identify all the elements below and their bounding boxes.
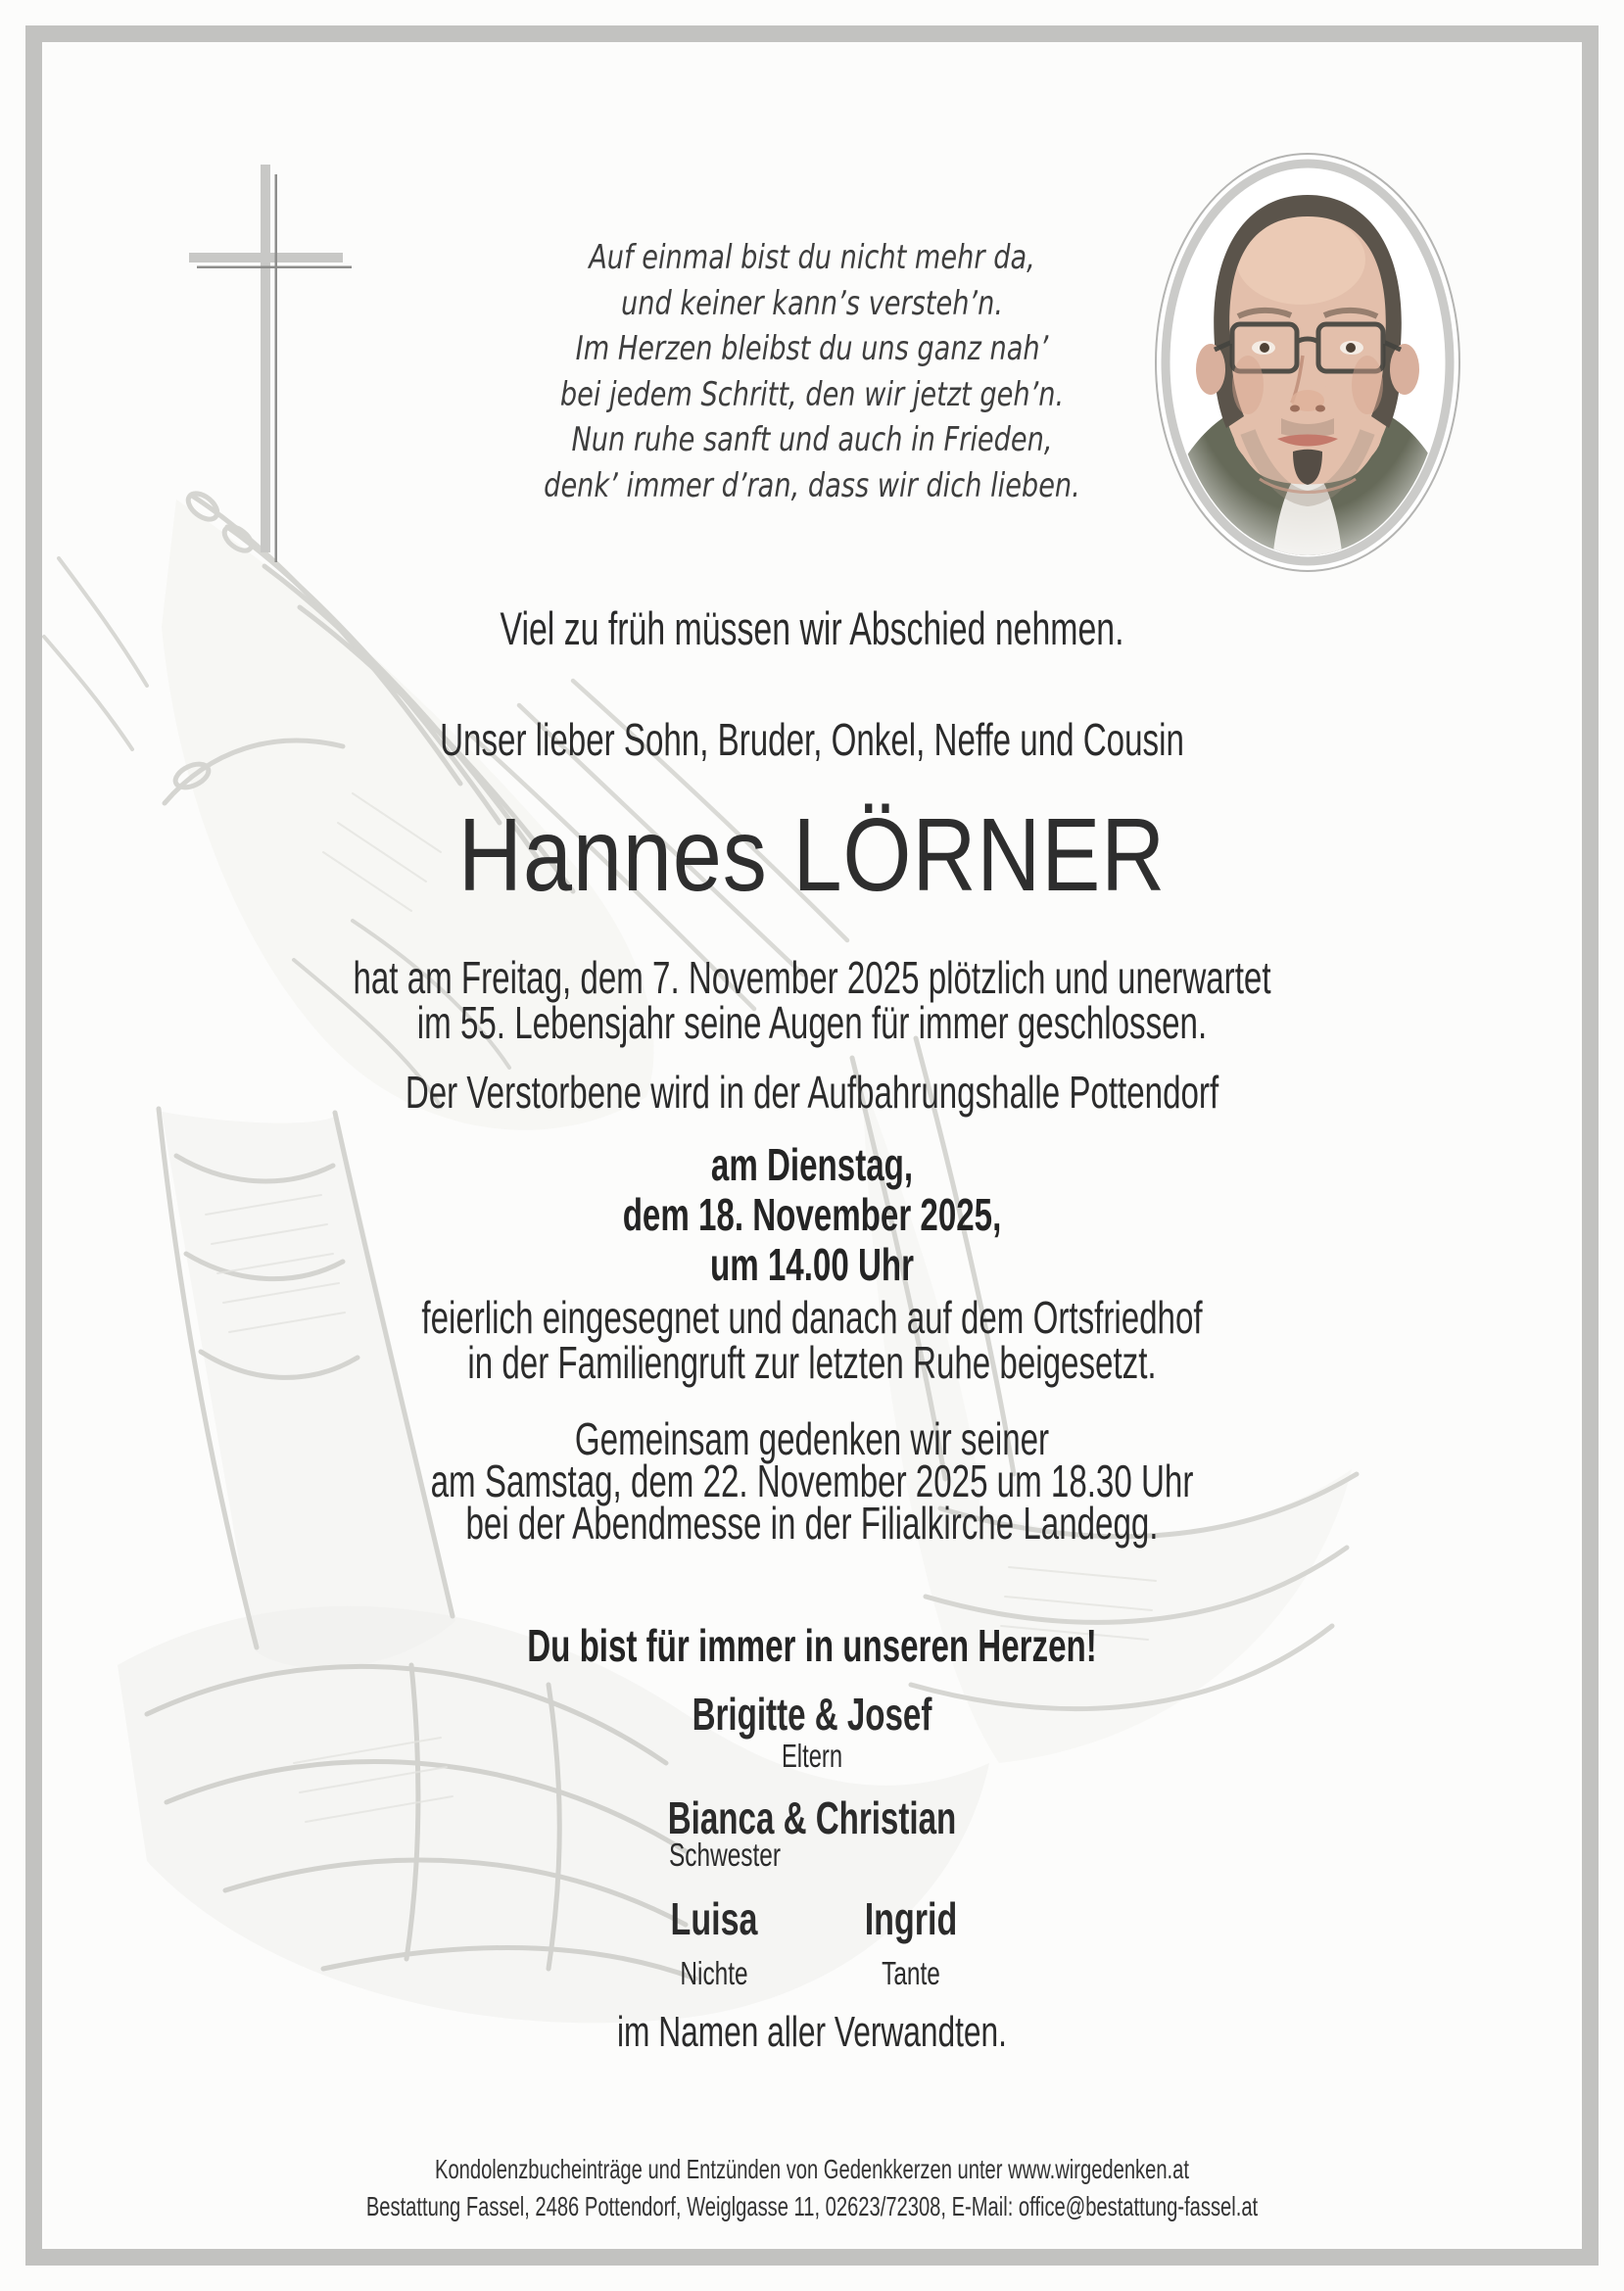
poem-line: denk’ immer d’ran, dass wir dich lieben. bbox=[544, 465, 1080, 505]
poem-line: Im Herzen bleibst du uns ganz nah’ bbox=[575, 329, 1049, 368]
memorial-mass-line: bei der Abendmesse in der Filialkirche Landegg. bbox=[465, 1498, 1159, 1549]
mourner-names-sister: Bianca & Christian bbox=[667, 1792, 957, 1843]
deceased-name: Hannes LÖRNER bbox=[457, 797, 1167, 913]
farewell-line: Du bist für immer in unseren Herzen! bbox=[527, 1620, 1097, 1671]
relation-line: Unser lieber Sohn, Bruder, Onkel, Neffe und Cousin bbox=[440, 714, 1184, 765]
mourner-role-aunt: Tante bbox=[882, 1955, 940, 1991]
mourner-role-niece: Nichte bbox=[680, 1955, 748, 1991]
mourner-role-parents: Eltern bbox=[781, 1738, 843, 1774]
laying-out-line: Der Verstorbene wird in der Aufbahrungshalle Pottendorf bbox=[405, 1067, 1219, 1118]
ceremony-line: am Dienstag, bbox=[710, 1139, 914, 1190]
death-notice bbox=[227, 952, 1397, 1048]
death-notice-line: im 55. Lebensjahr seine Augen für immer geschlossen. bbox=[416, 997, 1208, 1048]
closing-line: im Namen aller Verwandten. bbox=[617, 2008, 1007, 2056]
mourner-column-niece bbox=[605, 1893, 823, 1991]
memorial-mass-line: am Samstag, dem 22. November 2025 um 18.30 Uhr bbox=[430, 1456, 1194, 1506]
burial-line: feierlich eingesegnet und danach auf dem Ortsfriedhof bbox=[421, 1292, 1203, 1343]
mourner-role-sister: Schwester bbox=[669, 1837, 782, 1873]
mourner-names-parents: Brigitte & Josef bbox=[692, 1689, 932, 1740]
poem-line: Auf einmal bist du nicht mehr da, bbox=[589, 238, 1035, 277]
memorial-mass-line: Gemeinsam gedenken wir seiner bbox=[574, 1413, 1050, 1464]
memorial-mass-block bbox=[227, 1413, 1397, 1549]
burial-line: in der Familiengruft zur letzten Ruhe beigesetzt. bbox=[467, 1337, 1157, 1388]
poem-line: Nun ruhe sanft und auch in Frieden, bbox=[571, 420, 1053, 459]
ceremony-line: dem 18. November 2025, bbox=[622, 1189, 1002, 1240]
mourner-names-aunt: Ingrid bbox=[864, 1893, 958, 1944]
mourner-column-aunt bbox=[802, 1893, 1020, 1991]
mourner-names-niece: Luisa bbox=[670, 1893, 758, 1944]
ceremony-date-block bbox=[227, 1140, 1397, 1290]
memorial-poem bbox=[163, 235, 1461, 508]
footer-funeral-home-line: Bestattung Fassel, 2486 Pottendorf, Weiglgasse 11, 02623/72308, E-Mail: office@bestattung-fassel.at bbox=[365, 2191, 1259, 2221]
burial-block bbox=[227, 1292, 1397, 1388]
poem-line: bei jedem Schritt, den wir jetzt geh’n. bbox=[559, 374, 1065, 414]
intro-line: Viel zu früh müssen wir Abschied nehmen. bbox=[500, 602, 1124, 654]
footer-condolence-line: Kondolenzbucheinträge und Entzünden von Gedenkkerzen unter www.wirgedenken.at bbox=[435, 2154, 1189, 2184]
death-notice-line: hat am Freitag, dem 7. November 2025 plötzlich und unerwartet bbox=[353, 952, 1271, 1003]
poem-line: und keiner kann’s versteh’n. bbox=[621, 283, 1003, 323]
ceremony-line: um 14.00 Uhr bbox=[709, 1239, 915, 1290]
